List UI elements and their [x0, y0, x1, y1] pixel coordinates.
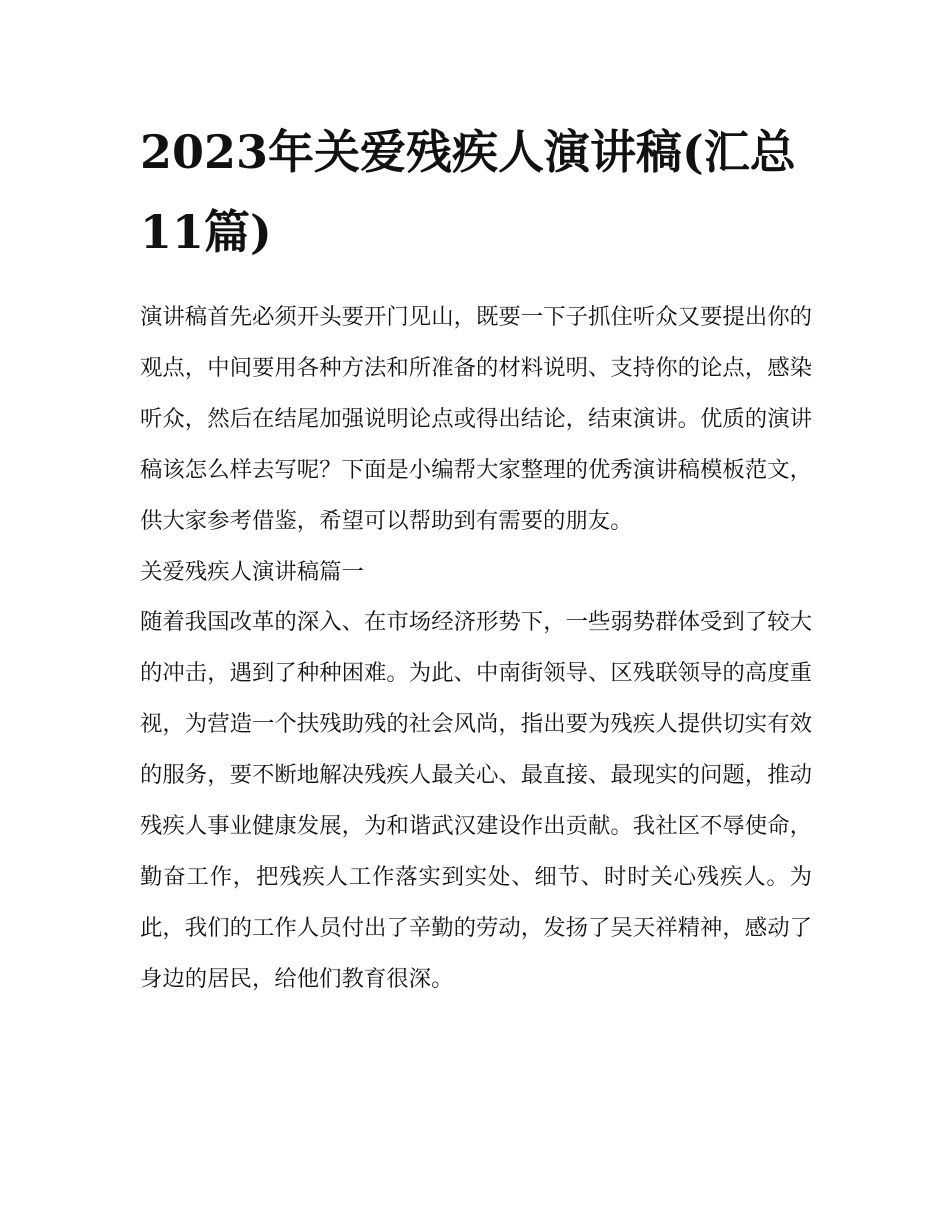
intro-paragraph: 演讲稿首先必须开头要开门见山，既要一下子抓住听众又要提出你的观点，中间要用各种方法和所准备的材料说明、支持你的论点，感染听众，然后在结尾加强说明论点或得出结论，结束演讲。优质的演讲稿该怎么样去写呢？下面是小编帮大家整理的优秀演讲稿模板范文，供大家参考借鉴，希望可以帮助到有需要的朋友。: [140, 304, 812, 534]
document-page: [140, 112, 812, 1005]
document-title: 2023年关爱残疾人演讲稿(汇总11篇): [140, 125, 796, 259]
body-paragraph: 随着我国改革的深入、在市场经济形势下，一些弱势群体受到了较大的冲击，遇到了种种困难。为此、中南街领导、区残联领导的高度重视，为营造一个扶残助残的社会风尚，指出要为残疾人提供切实有效的服务，要不断地解决残疾人最关心、最直接、最现实的问题，推动残疾人事业健康发展，为和谐武汉建设作出贡献。我社区不辱使命，勤奋工作，把残疾人工作落实到实处、细节、时时关心残疾人。为此，我们的工作人员付出了辛勤的劳动，发扬了吴天祥精神，感动了身边的居民，给他们教育很深。: [140, 609, 812, 992]
section-heading: 关爱残疾人演讲稿篇一: [140, 559, 364, 585]
